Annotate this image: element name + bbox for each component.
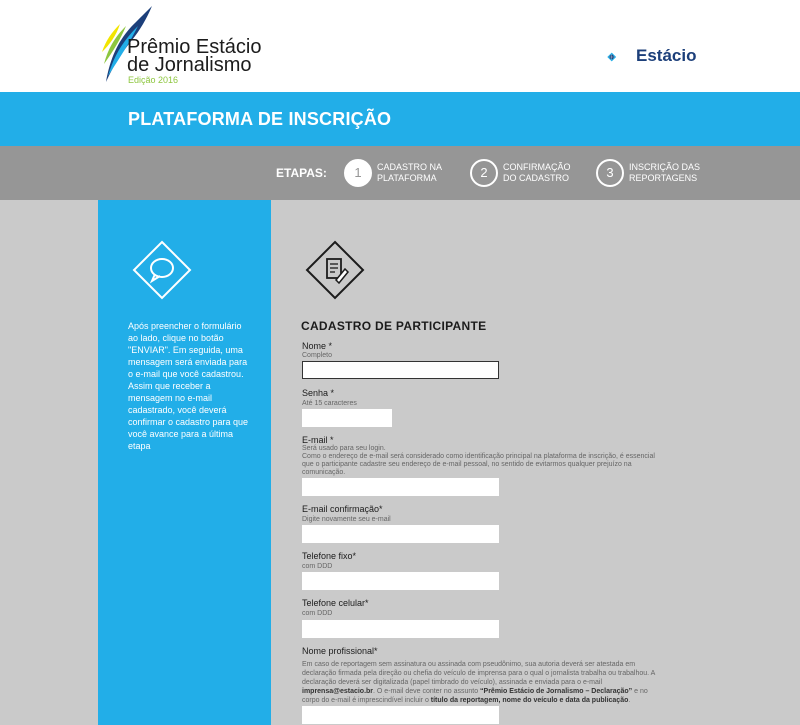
senha-label: Senha *: [302, 388, 335, 398]
telefone-celular-input[interactable]: [302, 620, 499, 638]
steps-label: ETAPAS:: [276, 166, 327, 180]
steps-bar: [0, 146, 800, 200]
sidebar-instructions: Após preencher o formulário ao lado, clique no botão "ENVIAR". Em seguida, uma mensagem será enviada para o e-mail que você cadastrou. Assim que receber a mensagem no e-mail cadastrado, você deverá confirmar o cadastro para que você avance para a última etapa: [128, 321, 249, 451]
page-title: PLATAFORMA DE INSCRIÇÃO: [128, 109, 392, 129]
step-number: 3: [596, 159, 624, 187]
email-input[interactable]: [302, 478, 499, 496]
step-number: 1: [344, 159, 372, 187]
estacio-brand-icon: [607, 42, 637, 72]
sidebar: [98, 200, 271, 725]
nome-label: Nome *: [302, 341, 333, 351]
email-explanation: Como o endereço de e-mail será considerado como identificação principal na plataforma de inscrição, é essencial que o participante cadastre seu endereço de e-mail pessoal, no sentido de evitarmos qualquer prejuízo na comunicação.: [302, 453, 655, 476]
logo-edition: Edição 2016: [128, 75, 179, 85]
nome-profissional-label: Nome profissional*: [302, 646, 378, 656]
declaration-email: imprensa@estacio.br: [302, 688, 374, 695]
telefone-celular-hint: com DDD: [302, 610, 333, 617]
title-bar: [0, 92, 800, 146]
header: [0, 0, 800, 92]
telefone-celular-label: Telefone celular*: [302, 598, 369, 608]
step-number: 2: [470, 159, 498, 187]
senha-hint: Até 15 caracteres: [302, 400, 357, 407]
nome-input[interactable]: [302, 361, 499, 379]
email-hint: Será usado para seu login.: [302, 445, 386, 452]
document-edit-icon: [305, 240, 365, 300]
form-title: CADASTRO DE PARTICIPANTE: [301, 319, 487, 333]
registration-form: [301, 200, 671, 725]
telefone-fixo-label: Telefone fixo*: [302, 551, 357, 561]
email-confirm-hint: Digite novamente seu e-mail: [302, 516, 391, 523]
email-confirm-input[interactable]: [302, 525, 499, 543]
email-label: E-mail *: [302, 435, 334, 445]
step-text: CADASTRO NA PLATAFORMA: [377, 162, 442, 183]
telefone-fixo-input[interactable]: [302, 572, 499, 590]
main-area: [0, 200, 800, 725]
logo-subtitle: de Jornalismo: [127, 54, 252, 76]
brand-name: Estácio: [636, 46, 697, 65]
logo-title: Prêmio Estácio: [127, 36, 262, 58]
nome-profissional-explanation: Em caso de reportagem sem assinatura ou assinada com pseudônimo, sua autoria deverá ser atestada em declaração firmada pela direção ou chefia do veículo de imprensa para o qual o jornalista trabalha ou trabalhou. A declaração deverá ser digitalizada (papel timbrado do veículo), assinada e enviada para o e-mail imprensa@estacio.br. O e-mail deve conter no assunto “Prêmio Estácio de Jornalismo – Declaração” e no corpo do e-mail é imprescindível incluir o título da reportagem, nome do veículo e data da publicação.: [302, 661, 655, 704]
step-text: CONFIRMAÇÃO DO CADASTRO: [503, 162, 571, 183]
email-confirm-label: E-mail confirmação*: [302, 504, 383, 514]
step-text: INSCRIÇÃO DAS REPORTAGENS: [629, 162, 701, 183]
nome-hint: Completo: [302, 352, 332, 359]
senha-input[interactable]: [302, 409, 392, 427]
nome-profissional-input[interactable]: [302, 706, 499, 724]
chat-bubble-icon: [132, 240, 192, 300]
telefone-fixo-hint: com DDD: [302, 563, 333, 570]
